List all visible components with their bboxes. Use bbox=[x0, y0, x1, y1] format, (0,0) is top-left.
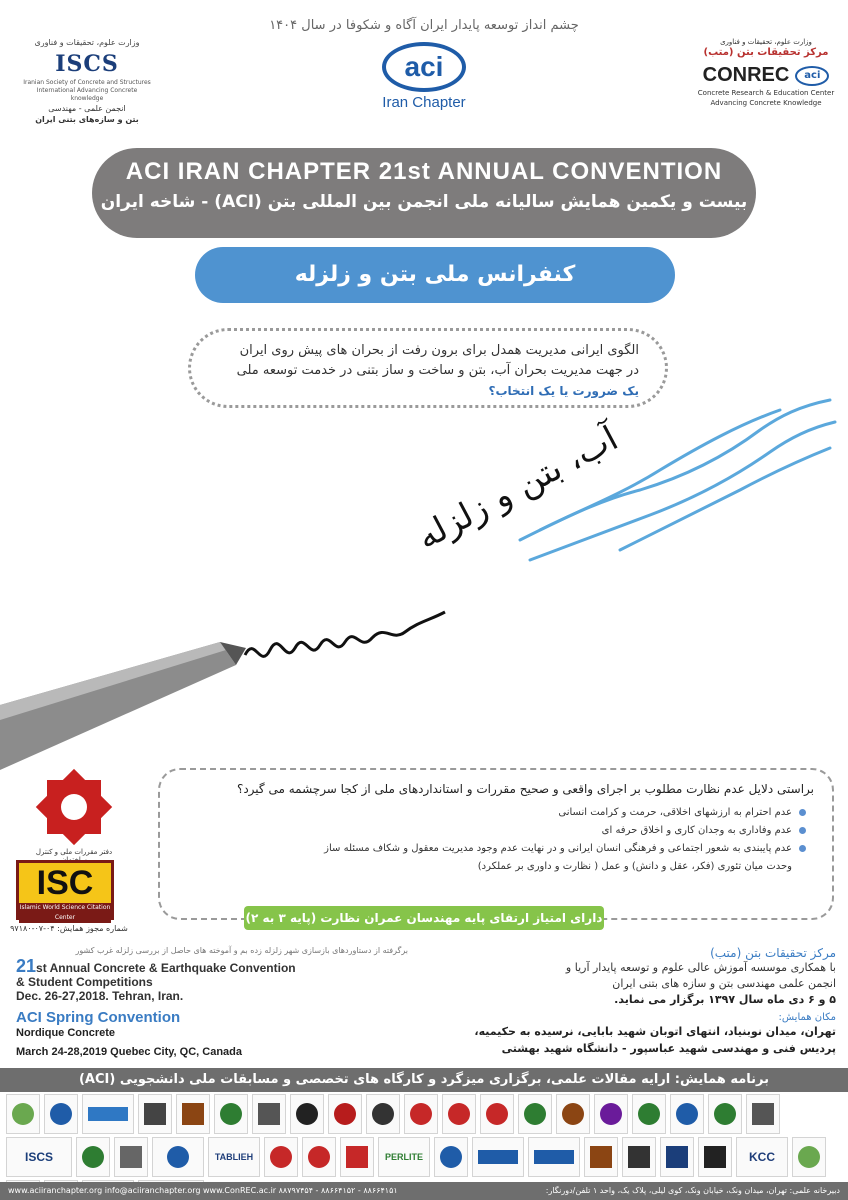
sponsor-logo bbox=[252, 1094, 286, 1134]
isc-logo bbox=[16, 860, 114, 920]
building-regulations-emblem bbox=[22, 770, 126, 864]
sponsor-logo bbox=[76, 1137, 110, 1177]
reason-item: عدم احترام به ارزشهای اخلاقی، حرمت و کرامت انسانی bbox=[178, 804, 806, 822]
address-line-2: پردیس فنی و مهندسی شهید عباسپور - دانشگاه شهید بهشتی bbox=[501, 1042, 836, 1055]
convention-number: 21 bbox=[16, 956, 37, 976]
convention-banner bbox=[92, 148, 756, 238]
iscs-sponsor-logo: ISCS bbox=[6, 1137, 72, 1177]
conrec-name: مرکز تحقیقات بتن (متب) bbox=[703, 47, 829, 58]
pen-artwork bbox=[0, 380, 848, 780]
conrec-english: Concrete Research & Education Center bbox=[697, 89, 835, 97]
sponsor-logo bbox=[442, 1094, 476, 1134]
sponsor-logo bbox=[632, 1094, 666, 1134]
reason-continuation: وحدت میان تئوری (فکر، عقل و دانش) و عمل ( نظارت و داوری بر عملکرد) bbox=[477, 861, 792, 872]
quebec-date: March 24-28,2019 Quebec City, QC, Canada bbox=[16, 1046, 242, 1058]
convention-title-fa: بیست و یکمین همایش سالیانه ملی انجمن بین المللی بتن (ACI) - شاخه ایران bbox=[100, 192, 748, 212]
sponsor-logo bbox=[518, 1094, 552, 1134]
footer-address: دبیرخانه علمی: تهران، میدان ونک، خیابان ونک، کوی لیلی، پلاک یک، واحد ۱ تلفن/دورنگار: bbox=[545, 1186, 840, 1195]
reason-item: عدم وفاداری به وجدان کاری و اخلاق حرفه ای bbox=[178, 822, 806, 840]
event-date-fa: ۵ و ۶ دی ماه سال ۱۳۹۷ برگزار می نماید. bbox=[614, 993, 836, 1006]
convention-date: Dec. 26-27,2018. Tehran, Iran. bbox=[16, 989, 184, 1003]
aci-logo-text: aci bbox=[404, 51, 444, 82]
iscs-ministry: وزارت علوم، تحقیقات و فناوری bbox=[34, 38, 140, 47]
source-note: برگرفته از دستاوردهای بازسازی شهر زلزله زده بم و آموخته های حاصل از بررسی زلزله غرب کشور bbox=[75, 946, 408, 955]
conrec-tagline: Advancing Concrete Knowledge bbox=[710, 99, 822, 107]
iscs-logo: ISCS bbox=[55, 51, 119, 77]
sponsor-logo bbox=[480, 1094, 514, 1134]
iscs-logo-block bbox=[22, 38, 152, 125]
question-line-2: در جهت مدیریت بحران آب، بتن و ساخت و ساز بتنی در خدمت توسعه ملی bbox=[236, 363, 639, 378]
permit-number: شماره مجوز همایش: ۰۴-۰۷-۹۷۱۸۰ bbox=[10, 924, 128, 933]
sponsor-logo bbox=[660, 1137, 694, 1177]
aci-logo-block bbox=[354, 42, 494, 111]
spring-convention-title: ACI Spring Convention bbox=[16, 1009, 181, 1026]
perlite-sponsor-logo: PERLITE bbox=[378, 1137, 430, 1177]
conference-title: کنفرانس ملی بتن و زلزله bbox=[195, 247, 675, 303]
organizer: مرکز تحقیقات بتن (متب) bbox=[710, 946, 836, 960]
program-bar: برنامه همایش: ارایه مقالات علمی، برگزاری میزگرد و کارگاه های تخصصی و مسابقات ملی دانشجویی (ACI) bbox=[0, 1068, 848, 1092]
collaboration-line-2: انجمن علمی مهندسی بتن و سازه های بتنی ایران bbox=[612, 977, 836, 990]
address-line-1: تهران، میدان نوبنیاد، انتهای اتوبان شهید بابایی، نرسیده به حکیمیه، bbox=[474, 1025, 836, 1038]
nordique-label: Nordique Concrete bbox=[16, 1027, 116, 1039]
sponsor-logo bbox=[584, 1137, 618, 1177]
sponsor-logo bbox=[622, 1137, 656, 1177]
aci-international: International Advancing Concrete knowledge bbox=[36, 87, 138, 102]
iscs-society-name: بتن و سازه‌های بتنی ایران bbox=[35, 115, 139, 124]
sponsor-logo bbox=[328, 1094, 362, 1134]
sponsor-logo bbox=[366, 1094, 400, 1134]
water-wave-4 bbox=[620, 448, 830, 550]
sponsor-logo bbox=[340, 1137, 374, 1177]
location-label: مکان همایش: bbox=[778, 1012, 836, 1023]
sponsor-logo bbox=[528, 1137, 580, 1177]
convention-line-1-text: st Annual Concrete & Earthquake Convention bbox=[36, 961, 296, 975]
event-info-en bbox=[16, 946, 408, 1060]
convention-line-2: & Student Competitions bbox=[16, 975, 153, 989]
sponsor-logo bbox=[792, 1137, 826, 1177]
conrec-logo: CONREC bbox=[702, 64, 790, 86]
sponsor-logo bbox=[746, 1094, 780, 1134]
conrec-ministry: وزارت علوم، تحقیقات و فناوری bbox=[720, 38, 812, 46]
credit-bar: دارای امتیاز ارتقای پایه مهندسان عمران نظارت (پایه ۳ به ۲) bbox=[244, 906, 604, 930]
sponsor-logo bbox=[214, 1094, 248, 1134]
iscs-subtitle: Iranian Society of Concrete and Structures bbox=[23, 79, 151, 86]
sponsor-logo bbox=[138, 1094, 172, 1134]
question-line-1: الگوی ایرانی مدیریت همدل برای برون رفت از بحران های پیش روی ایران bbox=[239, 343, 639, 358]
iran-chapter-label: Iran Chapter bbox=[382, 94, 466, 111]
sponsor-logo bbox=[176, 1094, 210, 1134]
sponsor-logo bbox=[82, 1094, 134, 1134]
isc-logo-text: ISC bbox=[36, 864, 94, 902]
handwriting-text: آب، بتن و زلزله bbox=[410, 418, 625, 558]
conrec-aci-badge: aci bbox=[795, 66, 829, 86]
reasons-title: براستی دلایل عدم نظارت مطلوب بر اجرای واقعی و صحیح مقررات و استانداردهای ملی از کجا سرچشمه می گیرد؟ bbox=[236, 782, 814, 796]
isc-logo-subtitle: Islamic World Science Citation Center bbox=[19, 904, 111, 921]
sponsor-logo bbox=[114, 1137, 148, 1177]
sponsor-logo bbox=[264, 1137, 298, 1177]
tablieh-sponsor-logo: TABLIEH bbox=[208, 1137, 260, 1177]
sponsor-logo bbox=[556, 1094, 590, 1134]
sponsor-logo bbox=[302, 1137, 336, 1177]
convention-title-en: ACI IRAN CHAPTER 21st ANNUAL CONVENTION bbox=[125, 158, 723, 185]
iscs-society-label: انجمن علمی - مهندسی bbox=[48, 104, 126, 113]
handwriting-stroke bbox=[245, 612, 445, 656]
kcc-sponsor-logo: KCC bbox=[736, 1137, 788, 1177]
sponsor-logo bbox=[670, 1094, 704, 1134]
emblem-caption: دفتر مقررات ملی و کنترل bbox=[35, 848, 113, 856]
sponsor-logo bbox=[698, 1137, 732, 1177]
footer-contacts: www.aciiranchapter.org info@aciiranchapter.org www.ConREC.ac.ir ۸۸۷۹۷۴۵۴ - ۸۸۶۶۴۱۵۲ - ۸۸۶۶۴۱۵۱ bbox=[8, 1186, 398, 1195]
event-info-fa bbox=[446, 946, 836, 1057]
sponsor-logo bbox=[290, 1094, 324, 1134]
sponsor-logo bbox=[404, 1094, 438, 1134]
slogan: چشم انداز توسعه پایدار ایران آگاه و شکوفا در سال ۱۴۰۴ bbox=[269, 18, 579, 33]
sponsor-logos bbox=[6, 1094, 842, 1180]
sponsor-logo bbox=[152, 1137, 204, 1177]
sponsor-logo bbox=[708, 1094, 742, 1134]
reason-item: عدم پایبندی به شعور اجتماعی و فرهنگی انسان ایرانی و در نهایت عدم وجود مدیریت معقول و شکاف مسئله ساز bbox=[178, 840, 806, 858]
sponsor-logo bbox=[434, 1137, 468, 1177]
aci-logo bbox=[382, 42, 466, 92]
reasons-list bbox=[178, 804, 814, 858]
sponsor-logo bbox=[6, 1094, 40, 1134]
footer bbox=[0, 1182, 848, 1200]
question-highlight: یک ضرورت یا یک انتخاب؟ bbox=[488, 384, 639, 398]
sponsor-logo bbox=[472, 1137, 524, 1177]
conrec-logo-block bbox=[696, 38, 836, 107]
sponsor-logo bbox=[44, 1094, 78, 1134]
convention-line-1 bbox=[16, 956, 408, 976]
collaboration-line-1: با همکاری موسسه آموزش عالی علوم و توسعه پایدار آریا و bbox=[565, 961, 836, 974]
star-emblem-icon bbox=[37, 770, 111, 844]
pen bbox=[0, 642, 246, 770]
reasons-box bbox=[158, 768, 834, 920]
sponsor-logo bbox=[594, 1094, 628, 1134]
